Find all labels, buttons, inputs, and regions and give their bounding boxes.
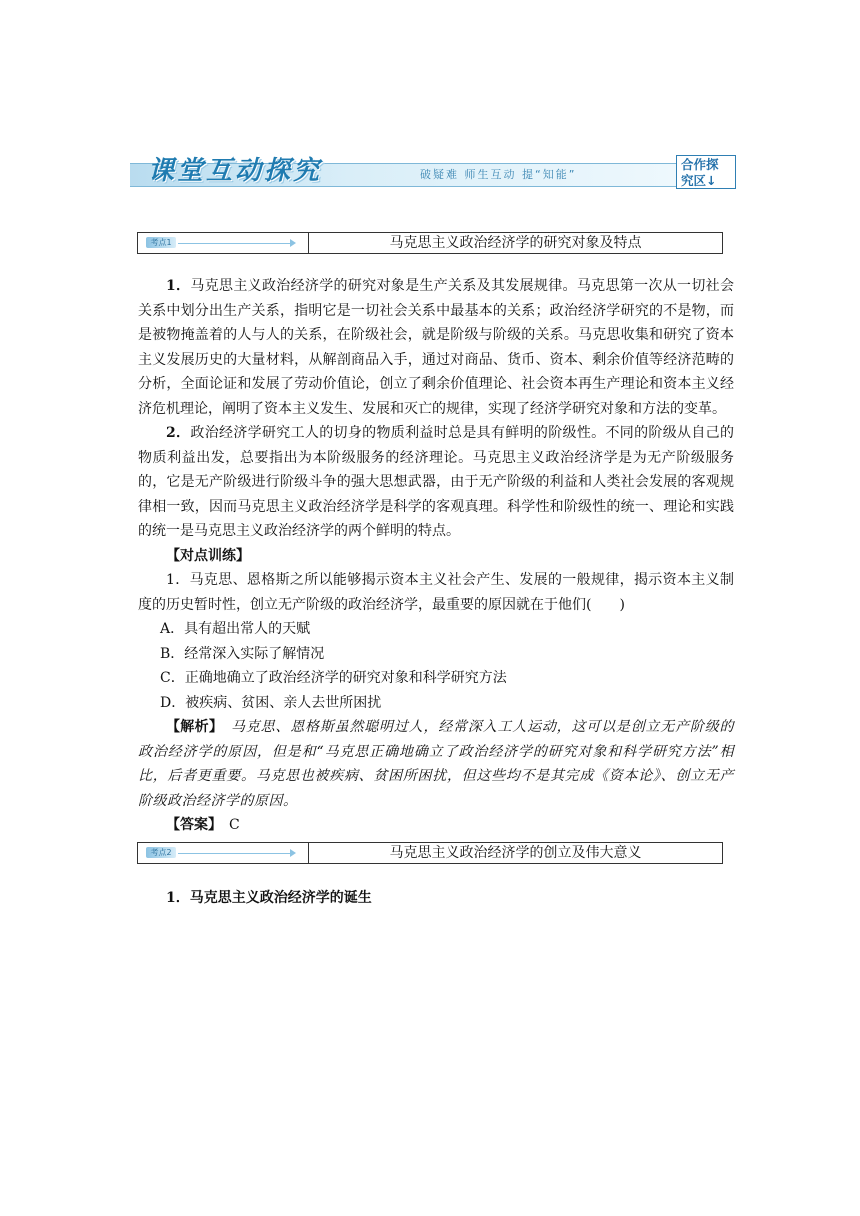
section-2-heading-number: 1． — [166, 890, 190, 906]
section-banner — [130, 150, 738, 190]
question-1 — [138, 568, 734, 617]
section-1-tag-area — [138, 233, 309, 253]
paragraph-2-number: 2． — [166, 425, 191, 441]
section-1-title: 马克思主义政治经济学的研究对象及特点 — [389, 235, 642, 251]
analysis — [138, 715, 734, 813]
option-b: B．经常深入实际了解情况 — [160, 645, 325, 662]
paragraph-1-number: 1． — [166, 278, 191, 294]
section-2-header — [137, 842, 723, 864]
box-line-2: 究区↓ — [681, 173, 717, 188]
banner-slogan: 破疑难 师生互动 提“知能” — [420, 168, 577, 181]
section-2-tag: 考点2 — [146, 847, 176, 858]
answer-text: C — [215, 817, 240, 833]
paragraph-1-text: 马克思主义政治经济学的研究对象是生产关系及其发展规律。马克思第一次从一切社会关系中划分出生产关系，指明它是一切社会关系中最基本的关系；政治经济学研究的不是物，而是被物掩盖着的人与人的关系，在阶级社会，就是阶级与阶级的关系。马克思收集和研究了资本主义发展历史的大量材料，从解剖商品入手，通过对商品、货币、资本、剩余价值等经济范畴的分析，全面论证和发展了劳动价值论，创立了剩余价值理论、社会资本再生产理论和资本主义经济危机理论，阐明了资本主义发生、发展和灭亡的规律，实现了经济学研究对象和方法的变革。 — [138, 278, 734, 417]
paragraph-2 — [138, 421, 734, 544]
section-1-tag: 考点1 — [146, 237, 176, 248]
box-line-1: 合作探 — [681, 157, 719, 172]
option-a: A．具有超出常人的天赋 — [160, 621, 311, 637]
paragraph-2-text: 政治经济学研究工人的切身的物质利益时总是具有鲜明的阶级性。不同的阶级从自己的物质利益出发，总要指出为本阶级服务的经济理论。马克思主义政治经济学是为无产阶级服务的，它是无产阶级进行阶级斗争的强大思想武器，由于无产阶级的利益和人类社会发展的客观规律相一致，因而马克思主义政治经济学是科学的客观真理。科学性和阶级性的统一、理论和实践的统一是马克思主义政治经济学的两个鲜明的特点。 — [138, 425, 734, 539]
option-d: D．被疾病、贫困、亲人去世所困扰 — [160, 694, 382, 711]
training-label: 【对点训练】 — [166, 547, 250, 564]
arrow-icon — [290, 849, 296, 857]
section-2-body — [138, 886, 734, 911]
section-2-heading-text: 马克思主义政治经济学的诞生 — [189, 890, 372, 906]
section-2-title: 马克思主义政治经济学的创立及伟大意义 — [389, 845, 642, 861]
section-1-header — [137, 232, 723, 254]
arrow-line — [178, 853, 290, 854]
section-2-tag-area — [138, 843, 309, 863]
question-number: 1． — [166, 572, 190, 588]
arrow-icon — [290, 239, 296, 247]
cooperation-area-box — [676, 155, 736, 189]
answer-label: 【答案】 — [166, 817, 215, 833]
question-text: 马克思、恩格斯之所以能够揭示资本主义社会产生、发展的一般规律，揭示资本主义制度的历史暂时性，创立无产阶级的政治经济学，最重要的原因就在于他们( ) — [138, 572, 734, 613]
paragraph-1 — [138, 274, 734, 421]
answer — [138, 813, 734, 838]
section-2-heading — [138, 886, 734, 911]
option-c: C．正确地确立了政治经济学的研究对象和科学研究方法 — [160, 670, 507, 686]
arrow-line — [178, 243, 290, 244]
section-1-body — [138, 274, 734, 838]
analysis-text: 马克思、恩格斯虽然聪明过人，经常深入工人运动，这可以是创立无产阶级的政治经济学的原因，但是和“马克思正确地确立了政治经济学的研究对象和科学研究方法”相比，后者更重要。马克思也被疾病、贫困所困扰，但这些均不是其完成《资本论》、创立无产阶级政治经济学的原因。 — [138, 719, 735, 809]
banner-title: 课堂互动探究 — [148, 156, 323, 186]
analysis-label: 【解析】 — [166, 719, 217, 735]
